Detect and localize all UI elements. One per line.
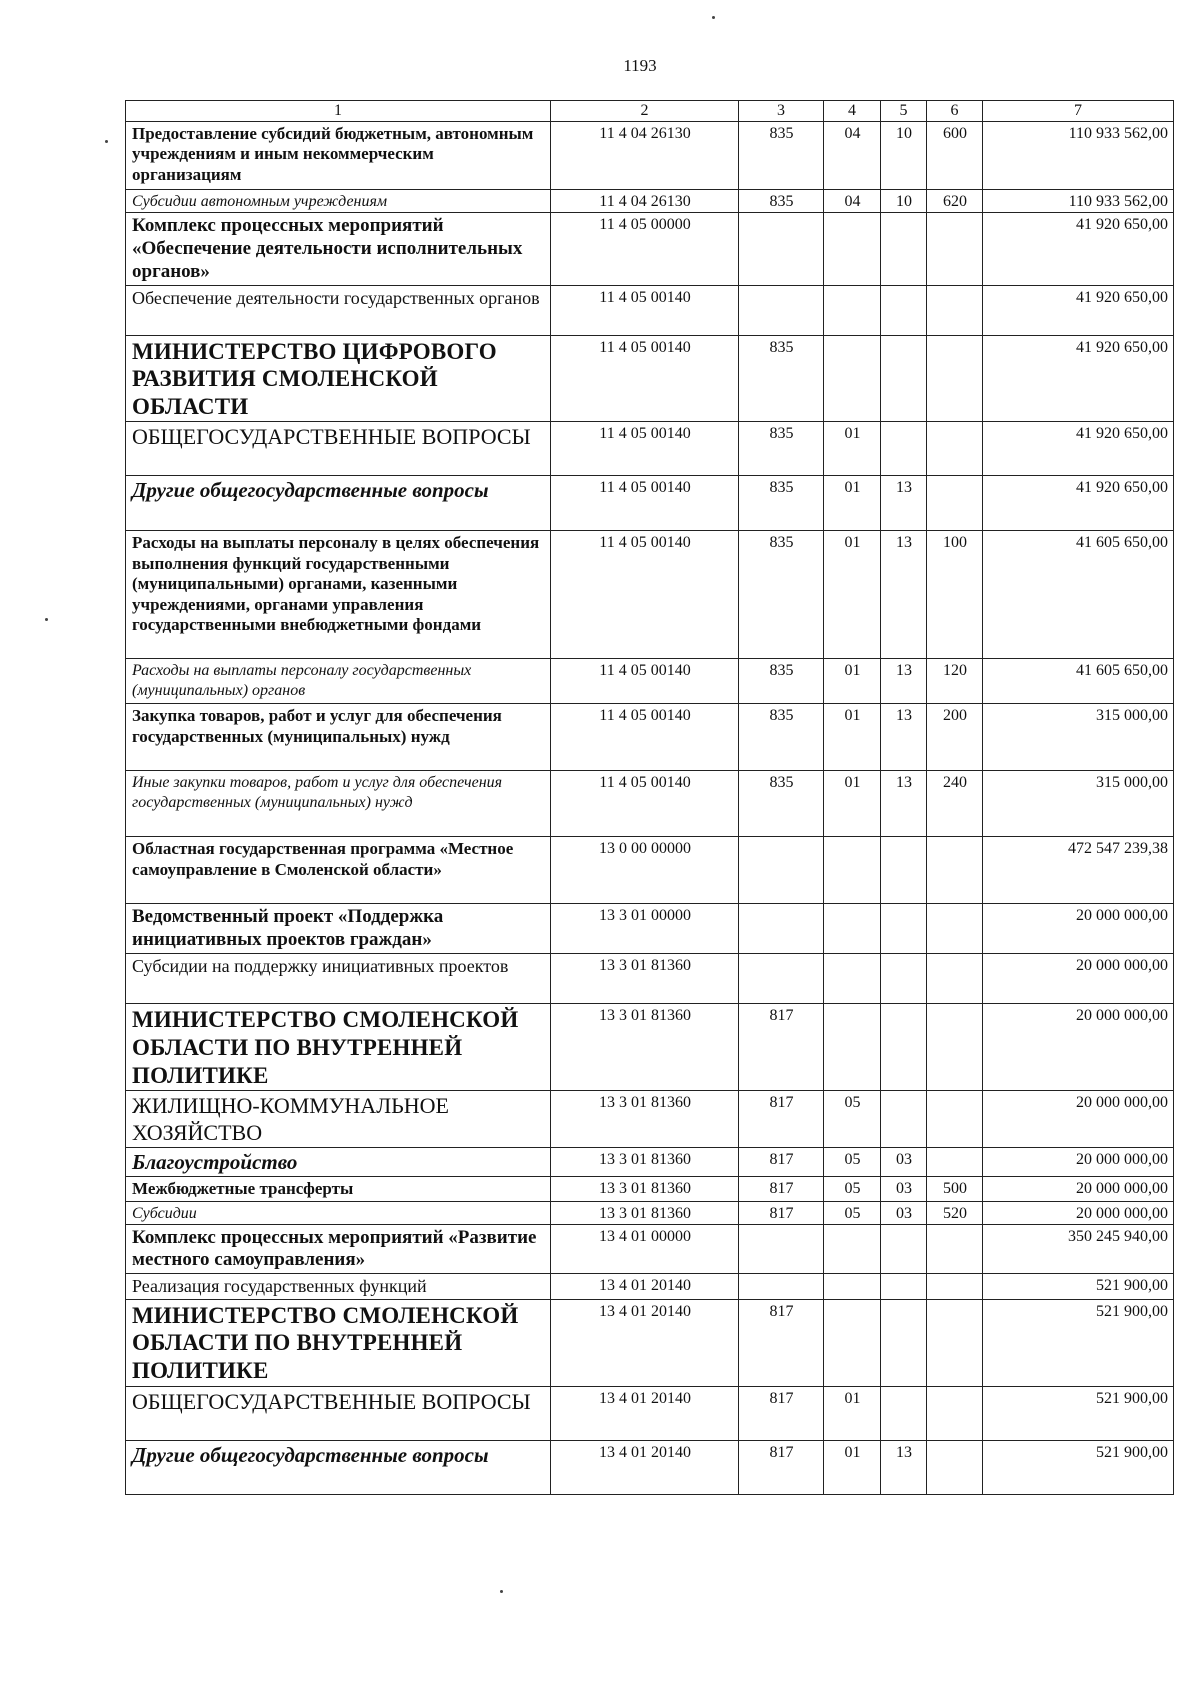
ministry-code-cell: 835	[739, 476, 824, 531]
ministry-code-cell	[739, 954, 824, 1004]
expense-type-cell	[927, 1299, 983, 1386]
code-cell: 13 4 01 20140	[551, 1274, 739, 1300]
section-code-cell: 01	[824, 1440, 881, 1494]
ministry-code-cell: 835	[739, 122, 824, 190]
ministry-code-cell: 835	[739, 531, 824, 659]
table-row	[126, 122, 1174, 190]
code-cell: 11 4 05 00140	[551, 704, 739, 771]
code-cell: 11 4 05 00140	[551, 531, 739, 659]
code-cell: 13 3 01 81360	[551, 954, 739, 1004]
table-row	[126, 1177, 1174, 1201]
table-row	[126, 771, 1174, 837]
section-code-cell	[824, 1224, 881, 1274]
header-row	[126, 101, 1174, 122]
ministry-code-cell	[739, 1224, 824, 1274]
ministry-code-cell: 835	[739, 771, 824, 837]
subsection-code-cell	[881, 1386, 927, 1440]
name-cell: ОБЩЕГОСУДАРСТВЕННЫЕ ВОПРОСЫ	[126, 422, 551, 476]
name-cell: Комплекс процессных мероприятий «Обеспечение деятельности исполнительных органов»	[126, 213, 551, 285]
table-row	[126, 285, 1174, 335]
name-cell: Межбюджетные трансферты	[126, 1177, 551, 1201]
page-number: 1193	[623, 56, 657, 75]
amount-cell: 20 000 000,00	[983, 1004, 1174, 1091]
table-row	[126, 1274, 1174, 1300]
ministry-code-cell	[739, 1274, 824, 1300]
subsection-code-cell	[881, 954, 927, 1004]
expense-type-cell	[927, 476, 983, 531]
expense-type-cell	[927, 285, 983, 335]
ministry-code-cell: 835	[739, 704, 824, 771]
name-cell: Областная государственная программа «Местное самоуправление в Смоленской области»	[126, 837, 551, 904]
ministry-code-cell: 817	[739, 1147, 824, 1176]
code-cell: 11 4 05 00140	[551, 659, 739, 704]
expense-type-cell: 240	[927, 771, 983, 837]
subsection-code-cell	[881, 904, 927, 954]
section-code-cell: 01	[824, 476, 881, 531]
amount-cell: 41 920 650,00	[983, 422, 1174, 476]
ministry-code-cell	[739, 285, 824, 335]
code-cell: 11 4 05 00140	[551, 422, 739, 476]
code-cell: 13 3 01 81360	[551, 1201, 739, 1224]
header-col-6: 6	[927, 101, 983, 122]
name-cell: Другие общегосударственные вопросы	[126, 476, 551, 531]
name-cell: Расходы на выплаты персоналу в целях обеспечения выполнения функций государственными (муниципальными) органами, казенными учреждениями, органами управления государственными внебюджетными фондами	[126, 531, 551, 659]
ministry-code-cell: 835	[739, 335, 824, 422]
ministry-code-cell: 835	[739, 659, 824, 704]
ministry-code-cell: 817	[739, 1440, 824, 1494]
code-cell: 13 4 01 00000	[551, 1224, 739, 1274]
subsection-code-cell: 03	[881, 1201, 927, 1224]
section-code-cell: 04	[824, 122, 881, 190]
expense-type-cell: 620	[927, 190, 983, 213]
ministry-code-cell: 817	[739, 1386, 824, 1440]
ministry-code-cell: 817	[739, 1004, 824, 1091]
expense-type-cell	[927, 1440, 983, 1494]
subsection-code-cell: 13	[881, 771, 927, 837]
expense-type-cell: 520	[927, 1201, 983, 1224]
ministry-code-cell: 817	[739, 1299, 824, 1386]
expense-type-cell	[927, 1004, 983, 1091]
subsection-code-cell	[881, 1274, 927, 1300]
ministry-code-cell	[739, 837, 824, 904]
header-col-7: 7	[983, 101, 1174, 122]
header-col-2: 2	[551, 101, 739, 122]
subsection-code-cell: 13	[881, 659, 927, 704]
amount-cell: 521 900,00	[983, 1386, 1174, 1440]
table-row	[126, 1091, 1174, 1148]
table-row	[126, 335, 1174, 422]
table-row	[126, 1299, 1174, 1386]
amount-cell: 41 920 650,00	[983, 335, 1174, 422]
expense-type-cell	[927, 335, 983, 422]
table-row	[126, 704, 1174, 771]
section-code-cell: 05	[824, 1201, 881, 1224]
amount-cell: 472 547 239,38	[983, 837, 1174, 904]
header-col-1: 1	[126, 101, 551, 122]
name-cell: МИНИСТЕРСТВО СМОЛЕНСКОЙ ОБЛАСТИ ПО ВНУТРЕННЕЙ ПОЛИТИКЕ	[126, 1004, 551, 1091]
amount-cell: 41 920 650,00	[983, 213, 1174, 285]
table-row	[126, 1386, 1174, 1440]
table-row	[126, 659, 1174, 704]
subsection-code-cell	[881, 1299, 927, 1386]
amount-cell: 20 000 000,00	[983, 1201, 1174, 1224]
expense-type-cell	[927, 1386, 983, 1440]
expense-type-cell	[927, 1091, 983, 1148]
table-row	[126, 422, 1174, 476]
name-cell: Закупка товаров, работ и услуг для обеспечения государственных (муниципальных) нужд	[126, 704, 551, 771]
section-code-cell	[824, 904, 881, 954]
expense-type-cell: 500	[927, 1177, 983, 1201]
subsection-code-cell: 13	[881, 476, 927, 531]
amount-cell: 315 000,00	[983, 771, 1174, 837]
section-code-cell: 01	[824, 771, 881, 837]
ministry-code-cell: 835	[739, 190, 824, 213]
name-cell: Иные закупки товаров, работ и услуг для обеспечения государственных (муниципальных) нужд	[126, 771, 551, 837]
amount-cell: 41 920 650,00	[983, 285, 1174, 335]
amount-cell: 521 900,00	[983, 1299, 1174, 1386]
amount-cell: 20 000 000,00	[983, 1177, 1174, 1201]
amount-cell: 315 000,00	[983, 704, 1174, 771]
amount-cell: 41 605 650,00	[983, 531, 1174, 659]
name-cell: МИНИСТЕРСТВО ЦИФРОВОГО РАЗВИТИЯ СМОЛЕНСКОЙ ОБЛАСТИ	[126, 335, 551, 422]
code-cell: 13 4 01 20140	[551, 1386, 739, 1440]
section-code-cell: 05	[824, 1177, 881, 1201]
code-cell: 13 3 01 81360	[551, 1004, 739, 1091]
expense-type-cell	[927, 904, 983, 954]
table-row	[126, 1201, 1174, 1224]
section-code-cell: 04	[824, 190, 881, 213]
amount-cell: 110 933 562,00	[983, 190, 1174, 213]
section-code-cell	[824, 285, 881, 335]
name-cell: Обеспечение деятельности государственных органов	[126, 285, 551, 335]
amount-cell: 20 000 000,00	[983, 1091, 1174, 1148]
section-code-cell	[824, 954, 881, 1004]
scan-speck	[500, 1590, 503, 1593]
subsection-code-cell: 10	[881, 190, 927, 213]
name-cell: Расходы на выплаты персоналу государственных (муниципальных) органов	[126, 659, 551, 704]
expense-type-cell	[927, 1147, 983, 1176]
ministry-code-cell	[739, 904, 824, 954]
code-cell: 13 3 01 81360	[551, 1147, 739, 1176]
table-row	[126, 476, 1174, 531]
expense-type-cell	[927, 837, 983, 904]
amount-cell: 20 000 000,00	[983, 954, 1174, 1004]
table-row	[126, 1004, 1174, 1091]
ministry-code-cell	[739, 213, 824, 285]
expense-type-cell: 100	[927, 531, 983, 659]
amount-cell: 110 933 562,00	[983, 122, 1174, 190]
expense-type-cell: 120	[927, 659, 983, 704]
subsection-code-cell: 10	[881, 122, 927, 190]
table-row	[126, 954, 1174, 1004]
subsection-code-cell	[881, 837, 927, 904]
amount-cell: 521 900,00	[983, 1440, 1174, 1494]
expense-type-cell	[927, 1274, 983, 1300]
table-row	[126, 531, 1174, 659]
section-code-cell: 01	[824, 659, 881, 704]
subsection-code-cell: 03	[881, 1177, 927, 1201]
amount-cell: 20 000 000,00	[983, 904, 1174, 954]
table-body	[126, 122, 1174, 1495]
expense-type-cell: 200	[927, 704, 983, 771]
amount-cell: 20 000 000,00	[983, 1147, 1174, 1176]
code-cell: 11 4 04 26130	[551, 122, 739, 190]
code-cell: 13 0 00 00000	[551, 837, 739, 904]
table-row	[126, 1224, 1174, 1274]
expense-type-cell	[927, 954, 983, 1004]
amount-cell: 521 900,00	[983, 1274, 1174, 1300]
expense-type-cell	[927, 422, 983, 476]
section-code-cell: 01	[824, 422, 881, 476]
name-cell: МИНИСТЕРСТВО СМОЛЕНСКОЙ ОБЛАСТИ ПО ВНУТРЕННЕЙ ПОЛИТИКЕ	[126, 1299, 551, 1386]
section-code-cell: 05	[824, 1147, 881, 1176]
ministry-code-cell: 817	[739, 1201, 824, 1224]
table-row	[126, 190, 1174, 213]
name-cell: Реализация государственных функций	[126, 1274, 551, 1300]
section-code-cell: 01	[824, 704, 881, 771]
ministry-code-cell: 817	[739, 1091, 824, 1148]
code-cell: 11 4 04 26130	[551, 190, 739, 213]
ministry-code-cell: 835	[739, 422, 824, 476]
scan-speck	[45, 618, 48, 621]
subsection-code-cell: 13	[881, 531, 927, 659]
code-cell: 11 4 05 00140	[551, 285, 739, 335]
section-code-cell	[824, 1004, 881, 1091]
subsection-code-cell	[881, 335, 927, 422]
expense-type-cell: 600	[927, 122, 983, 190]
name-cell: Другие общегосударственные вопросы	[126, 1440, 551, 1494]
name-cell: ЖИЛИЩНО-КОММУНАЛЬНОЕ ХОЗЯЙСТВО	[126, 1091, 551, 1148]
section-code-cell	[824, 335, 881, 422]
code-cell: 13 3 01 81360	[551, 1091, 739, 1148]
code-cell: 11 4 05 00000	[551, 213, 739, 285]
code-cell: 13 3 01 81360	[551, 1177, 739, 1201]
amount-cell: 41 605 650,00	[983, 659, 1174, 704]
name-cell: Предоставление субсидий бюджетным, автономным учреждениям и иным некоммерческим организациям	[126, 122, 551, 190]
section-code-cell	[824, 213, 881, 285]
amount-cell: 41 920 650,00	[983, 476, 1174, 531]
name-cell: Ведомственный проект «Поддержка инициативных проектов граждан»	[126, 904, 551, 954]
table-row	[126, 904, 1174, 954]
header-col-5: 5	[881, 101, 927, 122]
code-cell: 11 4 05 00140	[551, 335, 739, 422]
table-row	[126, 213, 1174, 285]
header-col-4: 4	[824, 101, 881, 122]
name-cell: Субсидии автономным учреждениям	[126, 190, 551, 213]
section-code-cell	[824, 1274, 881, 1300]
expense-type-cell	[927, 1224, 983, 1274]
name-cell: Субсидии на поддержку инициативных проектов	[126, 954, 551, 1004]
code-cell: 13 4 01 20140	[551, 1440, 739, 1494]
scan-speck	[712, 16, 715, 19]
section-code-cell	[824, 1299, 881, 1386]
table-row	[126, 1147, 1174, 1176]
scan-speck	[105, 140, 108, 143]
name-cell: ОБЩЕГОСУДАРСТВЕННЫЕ ВОПРОСЫ	[126, 1386, 551, 1440]
budget-table	[125, 100, 1174, 1495]
subsection-code-cell	[881, 1004, 927, 1091]
header-col-3: 3	[739, 101, 824, 122]
code-cell: 13 3 01 00000	[551, 904, 739, 954]
name-cell: Субсидии	[126, 1201, 551, 1224]
subsection-code-cell	[881, 213, 927, 285]
code-cell: 13 4 01 20140	[551, 1299, 739, 1386]
code-cell: 11 4 05 00140	[551, 771, 739, 837]
amount-cell: 350 245 940,00	[983, 1224, 1174, 1274]
subsection-code-cell: 13	[881, 1440, 927, 1494]
section-code-cell: 05	[824, 1091, 881, 1148]
section-code-cell: 01	[824, 531, 881, 659]
code-cell: 11 4 05 00140	[551, 476, 739, 531]
subsection-code-cell	[881, 1224, 927, 1274]
table-row	[126, 837, 1174, 904]
expense-type-cell	[927, 213, 983, 285]
subsection-code-cell	[881, 1091, 927, 1148]
subsection-code-cell: 03	[881, 1147, 927, 1176]
subsection-code-cell	[881, 285, 927, 335]
subsection-code-cell: 13	[881, 704, 927, 771]
section-code-cell: 01	[824, 1386, 881, 1440]
section-code-cell	[824, 837, 881, 904]
table-row	[126, 1440, 1174, 1494]
subsection-code-cell	[881, 422, 927, 476]
name-cell: Благоустройство	[126, 1147, 551, 1176]
ministry-code-cell: 817	[739, 1177, 824, 1201]
name-cell: Комплекс процессных мероприятий «Развитие местного самоуправления»	[126, 1224, 551, 1274]
